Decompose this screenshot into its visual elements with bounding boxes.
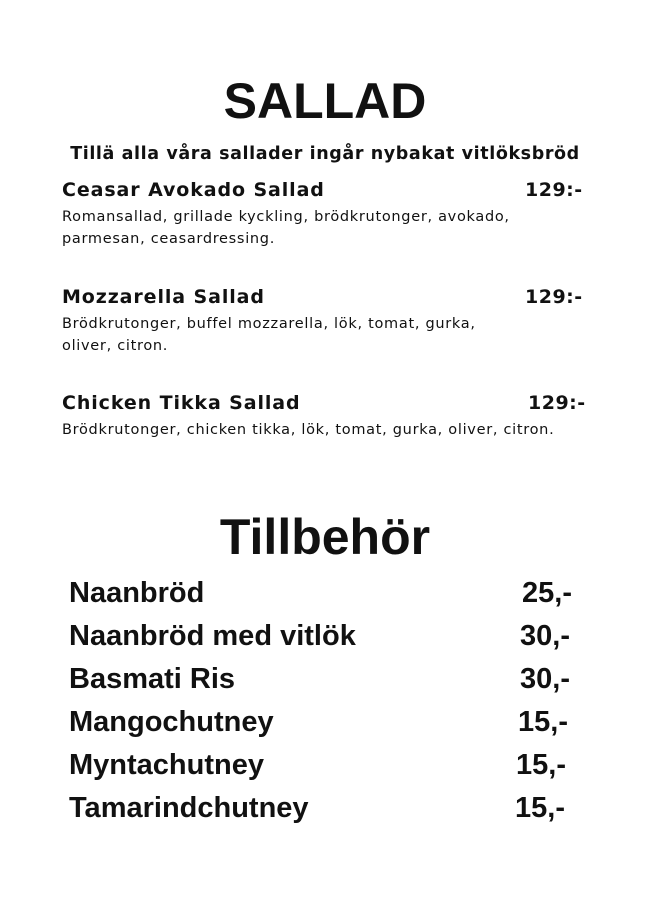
salad-item-name: Mozzarella Sallad [62,286,265,308]
salad-item-price: 129:- [525,286,583,308]
salad-item-description [62,419,622,441]
sallad-subtitle: Tillä alla våra sallader ingår nybakat vitlöksbröd [70,144,580,164]
salad-item-price: 129:- [525,179,583,201]
side-item-price: 15,- [515,792,565,824]
salad-item-description [62,206,592,250]
side-item-name: Tamarindchutney [69,792,309,824]
side-item-price: 15,- [516,749,566,781]
salad-item-name: Ceasar Avokado Sallad [62,179,325,201]
description-line: oliver, citron. [62,338,169,354]
side-item-price: 30,- [520,620,570,652]
description-line: Brödkrutonger, chicken tikka, lök, tomat, gurka, oliver, citron. [62,422,555,438]
side-item-price: 25,- [522,577,572,609]
side-item-price: 30,- [520,663,570,695]
tillbehor-heading: Tillbehör [219,509,431,565]
salad-item-name: Chicken Tikka Sallad [62,392,301,414]
side-item-name: Myntachutney [69,749,264,781]
side-item-name: Naanbröd [69,577,205,609]
side-item-name: Naanbröd med vitlök [69,620,356,652]
description-line: parmesan, ceasardressing. [62,231,276,247]
side-item-name: Basmati Ris [69,663,236,695]
sallad-heading: SALLAD [223,73,427,129]
description-line: Brödkrutonger, buffel mozzarella, lök, tomat, gurka, [62,316,476,332]
salad-item-description [62,313,592,357]
side-item-name: Mangochutney [69,706,274,738]
description-line: Romansallad, grillade kyckling, brödkrutonger, avokado, [62,209,510,225]
side-item-price: 15,- [518,706,568,738]
salad-item-price: 129:- [528,392,586,414]
